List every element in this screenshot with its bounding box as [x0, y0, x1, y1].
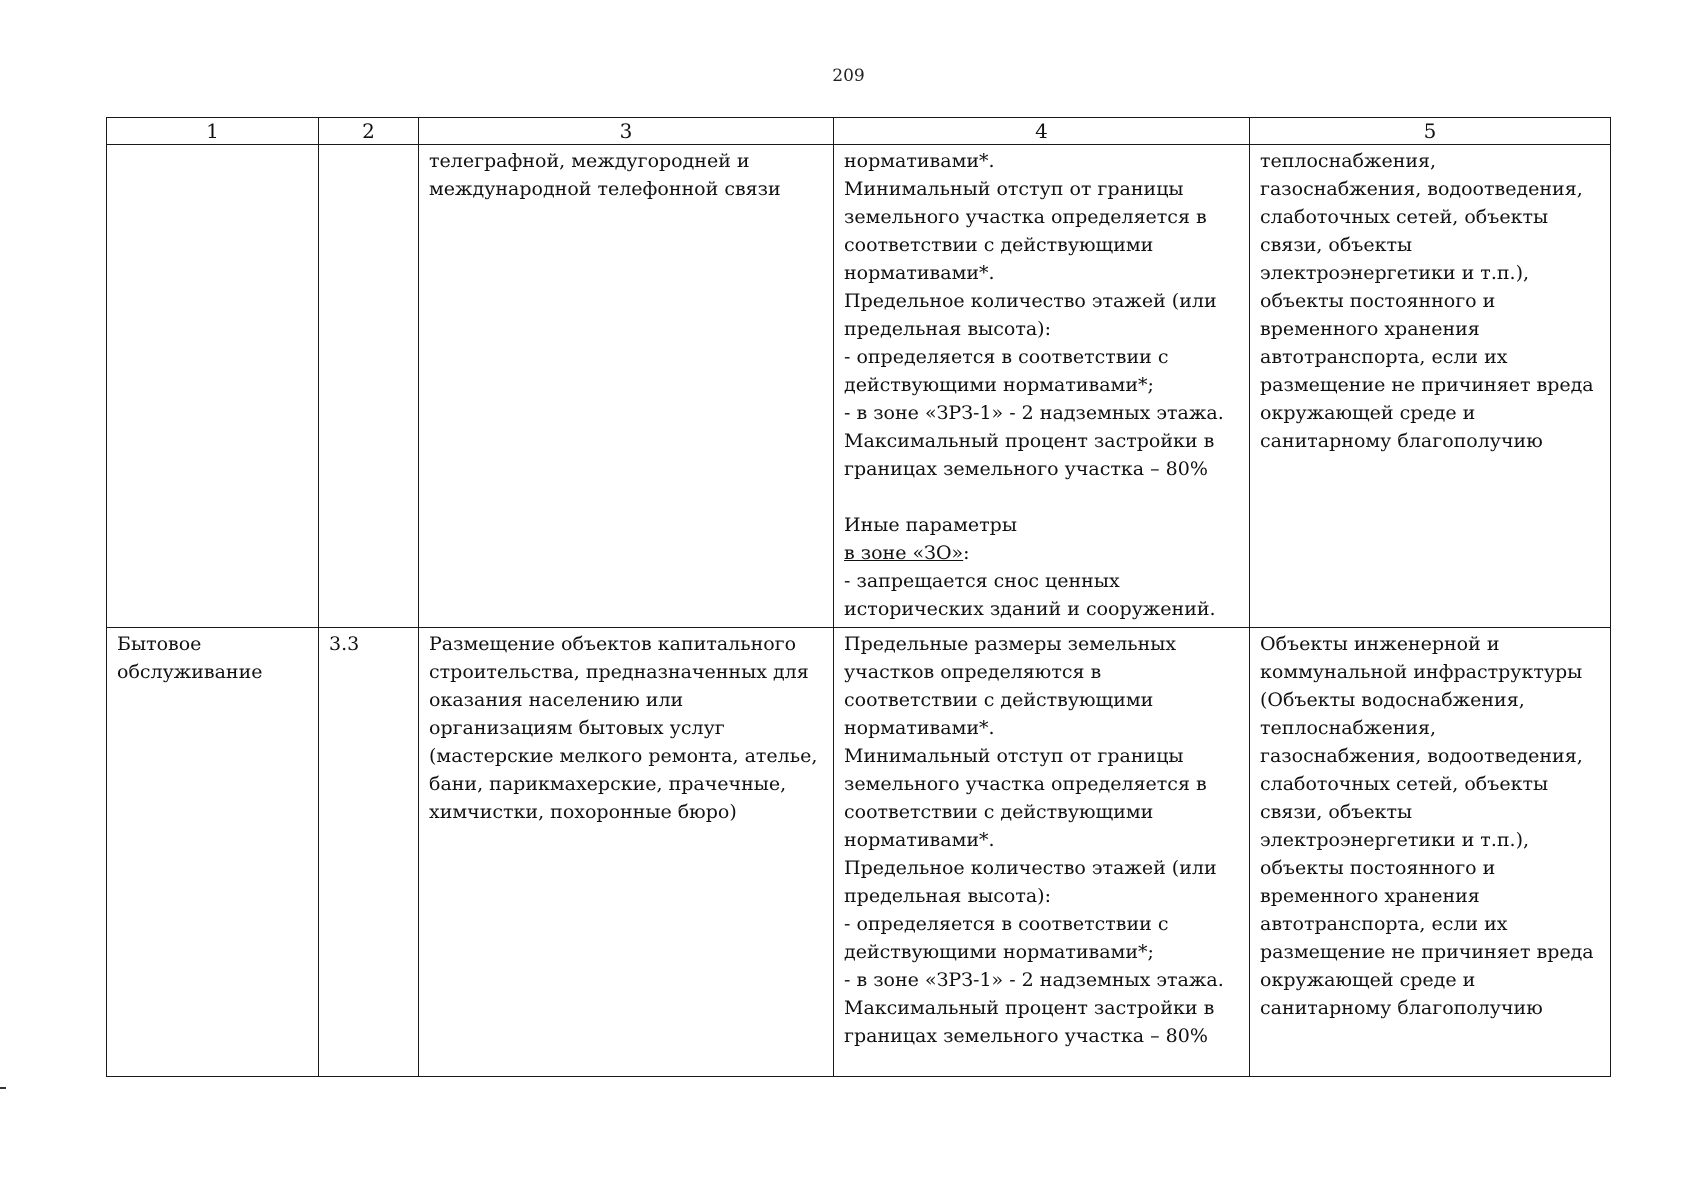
text-line: соответствии с действующими	[844, 801, 1154, 823]
text-line: Предельное количество этажей (или	[844, 290, 1217, 312]
text-line: участков определяются в	[844, 661, 1102, 683]
text-line: коммунальной инфраструктуры	[1260, 661, 1583, 683]
other-parameters-zone	[844, 539, 1239, 567]
column-header-1: 1	[107, 118, 319, 145]
column-header-4: 4	[834, 118, 1250, 145]
text-line: телеграфной, междугородней и	[429, 150, 750, 172]
text-line: временного хранения	[1260, 318, 1480, 340]
cell-parameters	[834, 145, 1250, 628]
text-line: - определяется в соответствии с	[844, 913, 1169, 935]
table-row-continued	[107, 145, 1611, 628]
parameters-text	[844, 147, 1239, 483]
table-row-household-services	[107, 628, 1611, 1077]
text-line: (Объекты водоснабжения,	[1260, 689, 1525, 711]
column-header-3: 3	[419, 118, 834, 145]
text-line: Объекты инженерной и	[1260, 633, 1500, 655]
text-line: нормативами*.	[844, 150, 995, 172]
other-parameters-text	[844, 567, 1239, 623]
cell-auxiliary-uses	[1250, 145, 1611, 628]
text-line: теплоснабжения,	[1260, 150, 1437, 172]
text-line: Бытовое	[117, 633, 202, 655]
column-header-5: 5	[1250, 118, 1611, 145]
cell-use-name	[107, 145, 319, 628]
text-line: автотранспорта, если их	[1260, 346, 1508, 368]
text-line: нормативами*.	[844, 262, 995, 284]
text-line: химчистки, похоронные бюро)	[429, 801, 737, 823]
text-line: границах земельного участка – 80%	[844, 1025, 1208, 1047]
text-line: - в зоне «ЗРЗ-1» - 2 надземных этажа.	[844, 969, 1224, 991]
cell-use-description	[419, 628, 834, 1077]
text-line: организациям бытовых услуг	[429, 717, 725, 739]
text-line: действующими нормативами*;	[844, 941, 1154, 963]
text-line: санитарному благополучию	[1260, 430, 1543, 452]
text-line: предельная высота):	[844, 318, 1051, 340]
text-line: - определяется в соответствии с	[844, 346, 1169, 368]
text-line: нормативами*.	[844, 829, 995, 851]
text-line: окружающей среде и	[1260, 402, 1476, 424]
text-line: окружающей среде и	[1260, 969, 1476, 991]
text-line: теплоснабжения,	[1260, 717, 1437, 739]
spacer	[844, 483, 1239, 511]
text-line: автотранспорта, если их	[1260, 913, 1508, 935]
page-number: 209	[832, 66, 865, 86]
other-parameters-title: Иные параметры	[844, 514, 1017, 536]
text-line: электроэнергетики и т.п.),	[1260, 829, 1530, 851]
text-line: соответствии с действующими	[844, 234, 1154, 256]
text-line: слаботочных сетей, объекты	[1260, 773, 1549, 795]
column-header-2: 2	[319, 118, 419, 145]
text-line: строительства, предназначенных для	[429, 661, 809, 683]
text-line: газоснабжения, водоотведения,	[1260, 745, 1583, 767]
text-line: земельного участка определяется в	[844, 206, 1207, 228]
text-line: нормативами*.	[844, 717, 995, 739]
text-line: - в зоне «ЗРЗ-1» - 2 надземных этажа.	[844, 402, 1224, 424]
text-line: международной телефонной связи	[429, 178, 781, 200]
text-line: связи, объекты	[1260, 234, 1413, 256]
text-line: объекты постоянного и	[1260, 857, 1496, 879]
text-line: размещение не причиняет вреда	[1260, 941, 1594, 963]
text-line: бани, парикмахерские, прачечные,	[429, 773, 787, 795]
text-line: действующими нормативами*;	[844, 374, 1154, 396]
text-line: электроэнергетики и т.п.),	[1260, 262, 1530, 284]
text-line: связи, объекты	[1260, 801, 1413, 823]
zone-label: в зоне «ЗО»	[844, 542, 964, 564]
cell-parameters	[834, 628, 1250, 1077]
text-line: исторических зданий и сооружений.	[844, 598, 1216, 620]
text-line: границах земельного участка – 80%	[844, 458, 1208, 480]
zone-label-suffix: :	[963, 542, 970, 564]
text-line: соответствии с действующими	[844, 689, 1154, 711]
cell-auxiliary-uses	[1250, 628, 1611, 1077]
cell-use-description	[419, 145, 834, 628]
cell-use-name	[107, 628, 319, 1077]
text-line: Предельное количество этажей (или	[844, 857, 1217, 879]
regulations-table-container	[106, 117, 1610, 1077]
text-line: газоснабжения, водоотведения,	[1260, 178, 1583, 200]
text-line: Минимальный отступ от границы	[844, 745, 1184, 767]
text-line: оказания населению или	[429, 689, 684, 711]
text-line: земельного участка определяется в	[844, 773, 1207, 795]
table-header-row	[107, 118, 1611, 145]
text-line: временного хранения	[1260, 885, 1480, 907]
text-line: Размещение объектов капитального	[429, 633, 797, 655]
text-line: размещение не причиняет вреда	[1260, 374, 1594, 396]
text-line: Максимальный процент застройки в	[844, 430, 1215, 452]
text-line: Предельные размеры земельных	[844, 633, 1177, 655]
margin-mark	[0, 1087, 6, 1089]
text-line: (мастерские мелкого ремонта, ателье,	[429, 745, 818, 767]
text-line: обслуживание	[117, 661, 263, 683]
cell-use-code: 3.3	[319, 628, 419, 1077]
text-line: Максимальный процент застройки в	[844, 997, 1215, 1019]
text-line: - запрещается снос ценных	[844, 570, 1120, 592]
regulations-table	[106, 117, 1611, 1077]
text-line: санитарному благополучию	[1260, 997, 1543, 1019]
text-line: предельная высота):	[844, 885, 1051, 907]
text-line: слаботочных сетей, объекты	[1260, 206, 1549, 228]
cell-use-code	[319, 145, 419, 628]
text-line: объекты постоянного и	[1260, 290, 1496, 312]
text-line: Минимальный отступ от границы	[844, 178, 1184, 200]
